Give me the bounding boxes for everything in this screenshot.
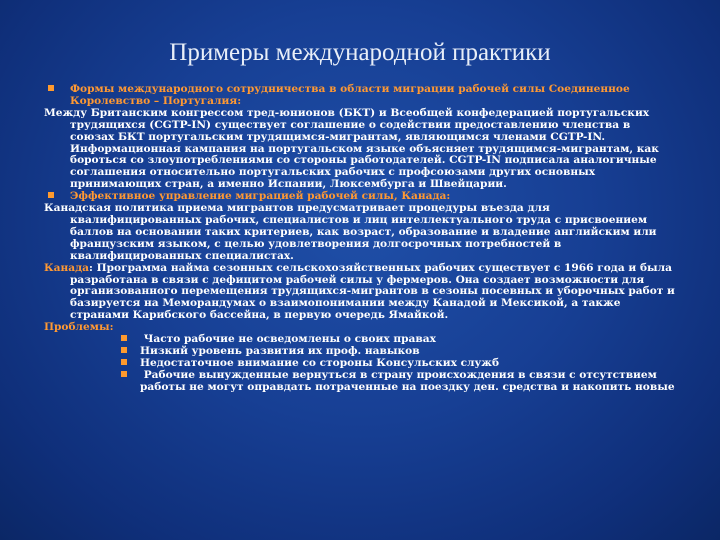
square-bullet-icon (121, 359, 127, 365)
problem-item-text: Недостаточное внимание со стороны Консульских служб (140, 356, 500, 369)
slide-title: Примеры международной практики (169, 39, 551, 66)
square-bullet-icon (121, 347, 127, 353)
problem-item (44, 370, 676, 394)
canada-seasonal-body: : Программа найма сезонных сельскохозяйственных рабочих существует с 1966 года и была разработана в связи с дефицитом рабочей силы у фермеров. Она создает возможности для организованного перемещения трудящихся-мигрантов в сезоны посевных и уборочных работ и базируется на Меморандумах о взаимопонимании между Канадой и Мексикой, а также странами Карибского бассейна, в первую очередь Ямайкой. (70, 261, 675, 322)
slide-content (44, 84, 676, 394)
canada-heading-text: Эффективное управление миграцией рабочей силы, Канада: (70, 190, 451, 203)
portugal-heading-text: Формы международного сотрудничества в области миграции рабочей силы Соединенное Королевство – Португалия: (70, 83, 630, 107)
portugal-heading (44, 84, 676, 108)
problem-item-text: Рабочие вынужденные вернуться в страну происхождения в связи с отсутствием работы не могут оправдать потраченные на поездку ден. средства и накопить новые (140, 368, 675, 393)
portugal-body: Между Британским конгрессом тред-юнионов (БКТ) и Всеобщей конфедерацией португальских трудящихся (CGTP-IN) существует соглашение о содействии предоставлению членства в союзах БКТ португальским трудящимся-мигрантам, являющимся членами CGTP-IN. Информационная кампания на португальском языке объясняет трудящимся-мигрантам, как бороться со злоупотреблениями со стороны работодателей. CGTP-IN подписала аналогичные соглашения относительно португальских рабочих с профсоюзами других основных принимающих стран, а именно Испании, Люксембурга и Швейцарии. (44, 106, 659, 191)
square-bullet-icon (48, 85, 54, 91)
square-bullet-icon (48, 192, 54, 198)
square-bullet-icon (121, 371, 127, 377)
canada-body: Канадская политика приема мигрантов предусматривает процедуры въезда для квалифицированных рабочих, специалистов и лиц интеллектуального труда с присвоением баллов на основании таких критериев, как возраст, образование и владение английским или французским языком, с целью удовлетворения долгосрочных потребностей в квалифицированных специалистах. (44, 202, 657, 262)
problems-label: Проблемы: (44, 321, 114, 334)
problem-item-text: Часто рабочие не осведомлены о своих правах (140, 333, 436, 346)
square-bullet-icon (121, 335, 127, 341)
problem-item-text: Низкий уровень развития их проф. навыков (140, 344, 420, 357)
canada-seasonal-label: Канада (44, 261, 90, 274)
canada-seasonal (44, 263, 676, 323)
